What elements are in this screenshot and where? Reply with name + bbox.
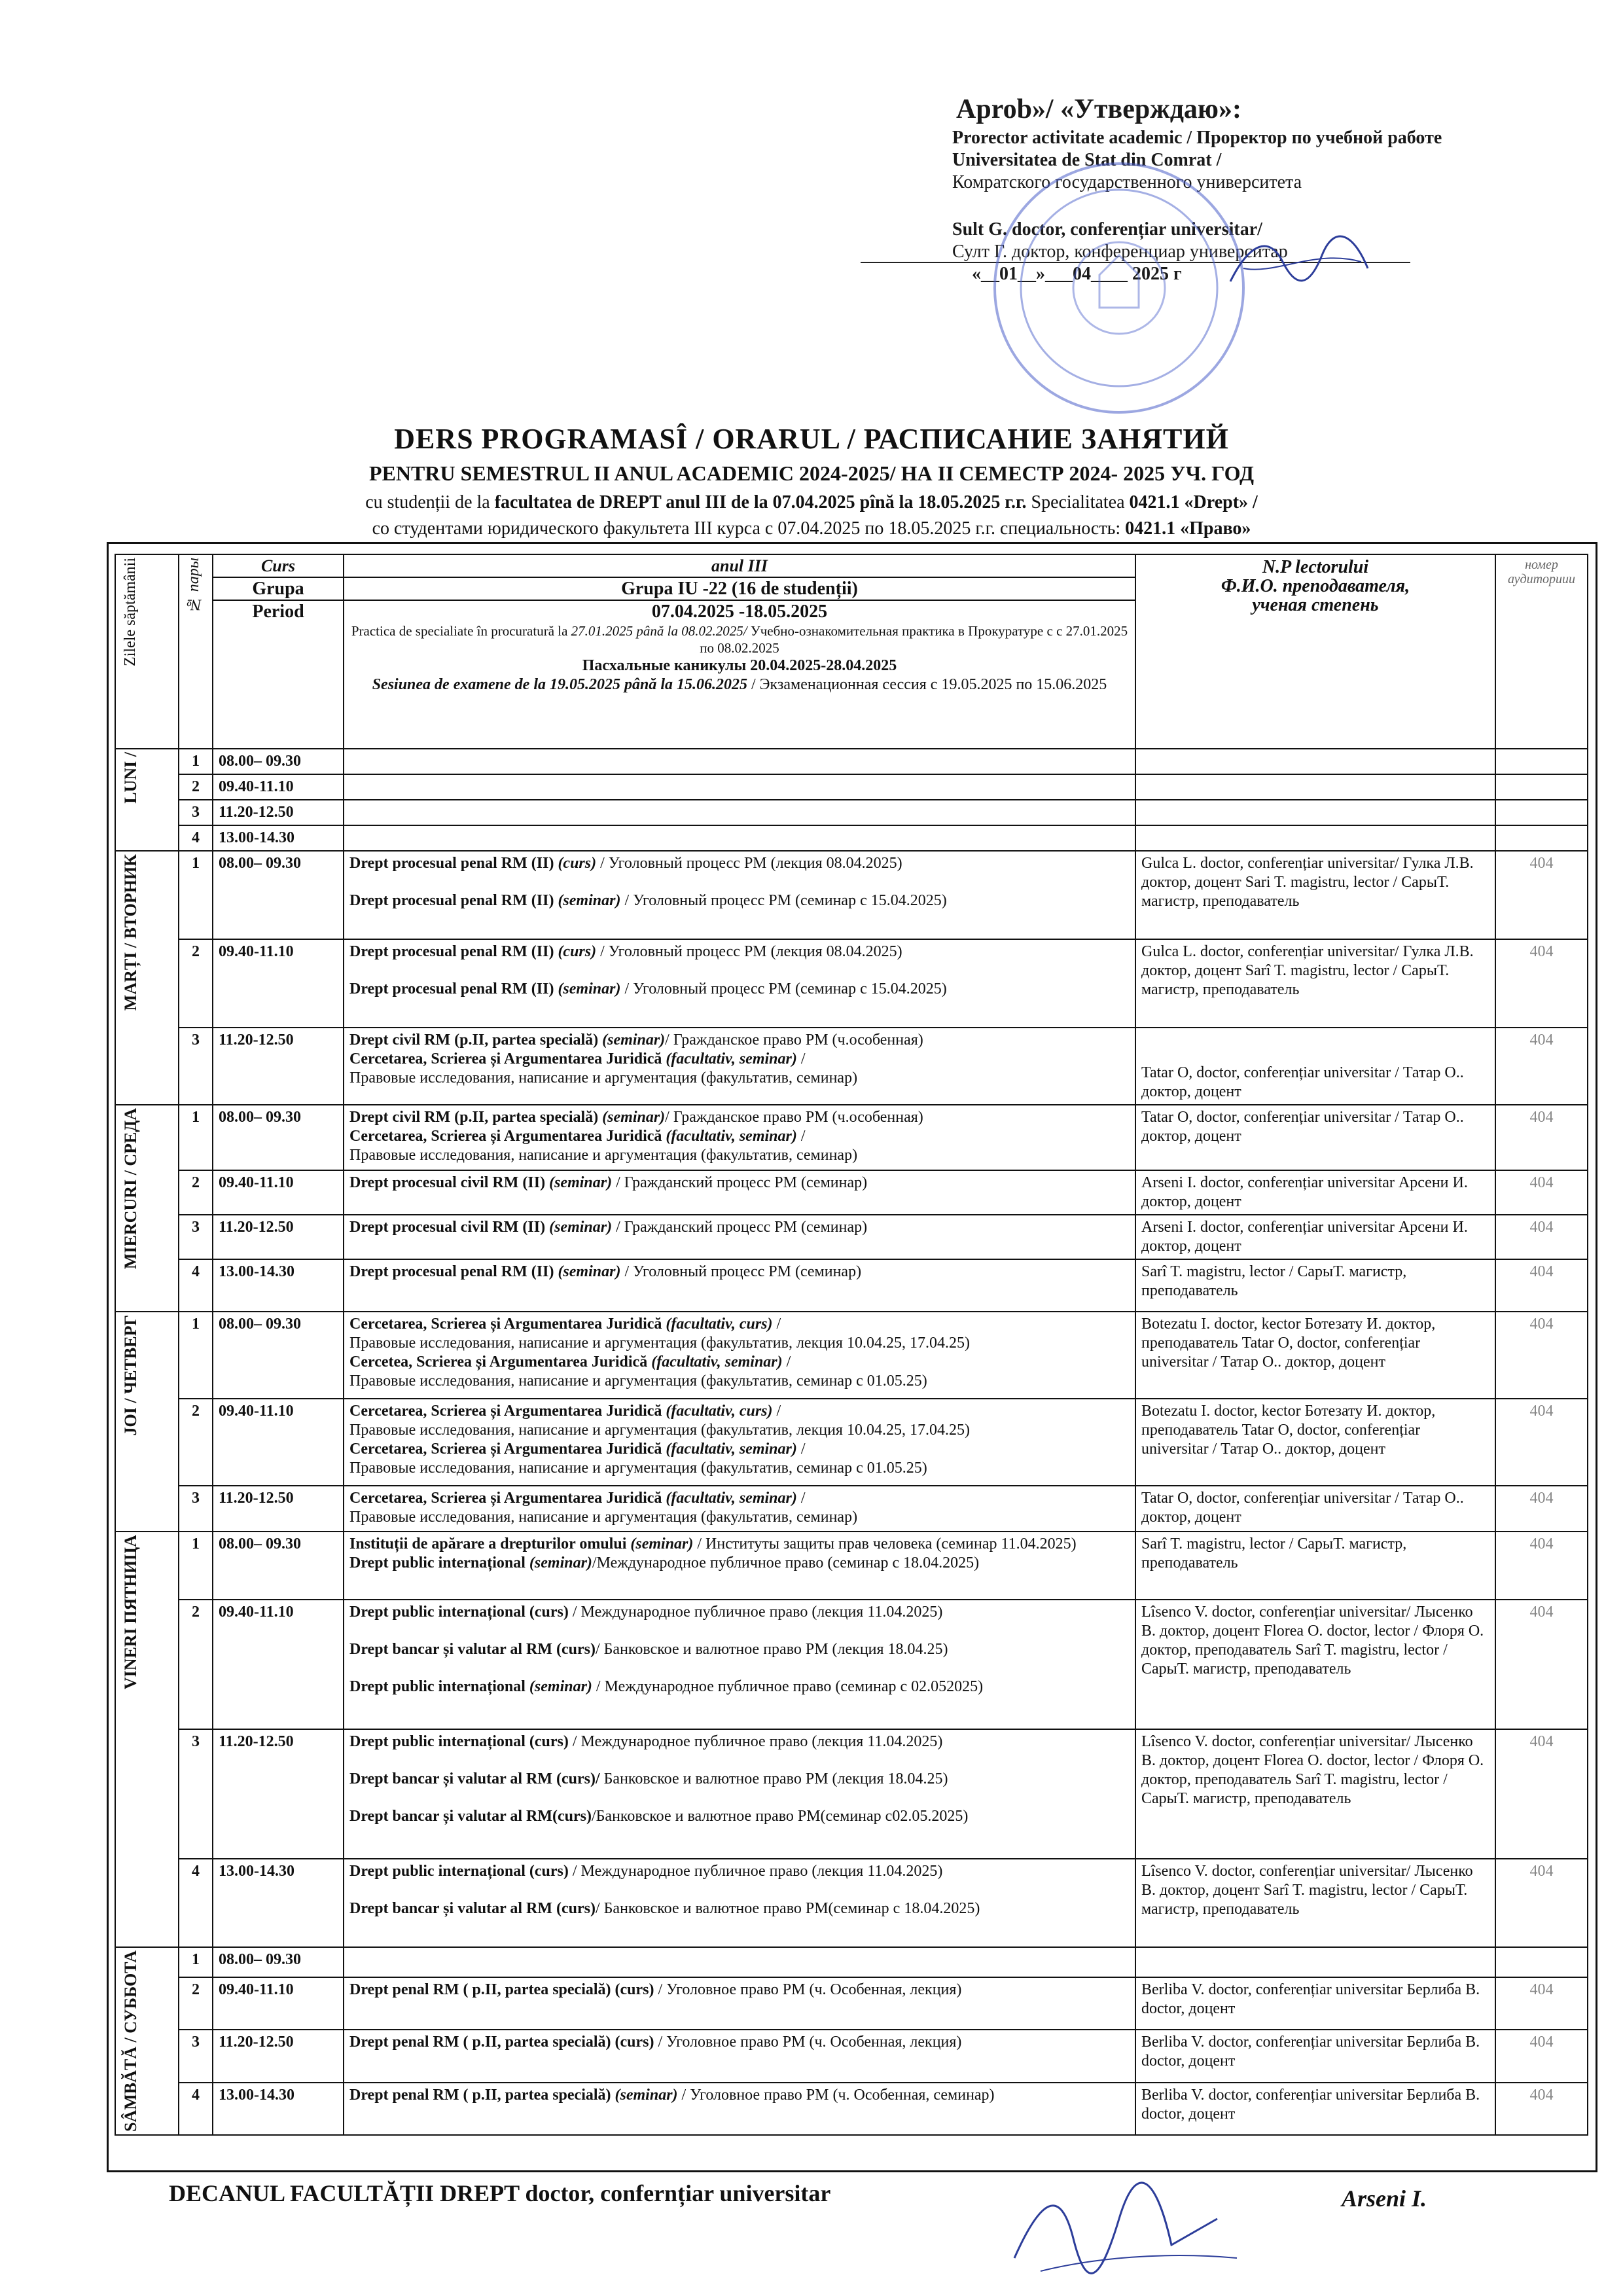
lesson-ru: Правовые исследования, написание и аргументация (факультатив, семинар) bbox=[349, 1147, 858, 1164]
grupa-label: Grupa bbox=[213, 578, 343, 601]
table-row bbox=[115, 1028, 1588, 1105]
curs-header bbox=[213, 554, 344, 749]
lesson-subject: Drept procesual civil RM (II) bbox=[349, 1219, 550, 1236]
lesson-ru: / Уголовное право РМ (ч. Особенная, лекция) bbox=[654, 2034, 962, 2051]
table-row bbox=[115, 1170, 1588, 1215]
lesson-ru: / Международное публичное право (семинар с 02.052025) bbox=[592, 1678, 984, 1695]
room-cell: 404 bbox=[1495, 1729, 1588, 1859]
lesson-ru: Правовые исследования, написание и аргументация (факультатив, лекция 10.04.25, 17.04.25) bbox=[349, 1335, 970, 1352]
session-b: / Экзаменационная сессия с 19.05.2025 по 15.06.2025 bbox=[747, 676, 1107, 693]
lesson-subject: Drept public internațional bbox=[349, 1554, 529, 1571]
faculty-line-ro-b: facultatea de DREPT anul III de la 07.04.2025 pînă la 18.05.2025 г.г. bbox=[494, 492, 1027, 512]
table-row bbox=[115, 1977, 1588, 2030]
lesson-subject: Drept procesual penal RM (II) bbox=[349, 855, 558, 872]
pair-number: 4 bbox=[179, 2083, 213, 2135]
lesson-type: (facultativ, curs) bbox=[666, 1403, 773, 1420]
pair-time: 13.00-14.30 bbox=[213, 1259, 344, 1312]
lesson-ru: / Уголовный процесс РМ (семинар) bbox=[620, 1263, 862, 1280]
room-cell: 404 bbox=[1495, 851, 1588, 939]
room-cell: 404 bbox=[1495, 1215, 1588, 1259]
practice-note bbox=[344, 622, 1135, 656]
pair-time: 08.00– 09.30 bbox=[213, 1105, 344, 1170]
room-cell bbox=[1495, 749, 1588, 774]
lesson-cell bbox=[344, 1259, 1135, 1312]
lesson-subject: Drept penal RM ( p.II, partea specială) bbox=[349, 2086, 615, 2104]
table-row bbox=[115, 1859, 1588, 1947]
pair-number: 1 bbox=[179, 749, 213, 774]
lesson-type: (facultativ, seminar) bbox=[651, 1354, 783, 1371]
lesson-type: (facultativ, seminar) bbox=[666, 1050, 797, 1067]
table-row bbox=[115, 1532, 1588, 1600]
lesson-ru: / Уголовный процесс РМ (семинар с 15.04.2025) bbox=[620, 980, 947, 997]
room-cell: 404 bbox=[1495, 1600, 1588, 1729]
lesson-ru: Правовые исследования, написание и аргументация (факультатив, семинар) bbox=[349, 1509, 858, 1526]
teacher-cell bbox=[1135, 1947, 1495, 1977]
pair-number: 3 bbox=[179, 2030, 213, 2082]
pair-number: 3 bbox=[179, 1729, 213, 1859]
table-row bbox=[115, 1947, 1588, 1977]
lesson-cell bbox=[344, 2030, 1135, 2082]
table-row bbox=[115, 800, 1588, 825]
lesson-cell bbox=[344, 1215, 1135, 1259]
pair-number: 1 bbox=[179, 851, 213, 939]
lesson-subject: Cercetarea, Scrierea și Argumentarea Juridică bbox=[349, 1490, 666, 1507]
room-cell: 404 bbox=[1495, 1259, 1588, 1312]
approval-signatory-ru: Султ Г. доктор, конференциар университар bbox=[952, 242, 1288, 262]
lesson-cell bbox=[344, 825, 1135, 851]
room-cell: 404 bbox=[1495, 1312, 1588, 1399]
lesson-ru: / Международное публичное право (лекция 11.04.2025) bbox=[568, 1604, 943, 1621]
approval-signatory-ro: Sult G. doctor, conferențiar universitar/ bbox=[952, 219, 1262, 240]
day-saturday bbox=[115, 1947, 179, 2135]
dean-signature bbox=[1001, 2160, 1250, 2291]
room-header bbox=[1495, 554, 1588, 749]
lesson-subject: Drept bancar și valutar al RM (curs)/ bbox=[349, 1770, 600, 1787]
teacher-cell: Tatar O, doctor, conferențiar universitar / Татар О.. доктор, доцент bbox=[1135, 1105, 1495, 1170]
lesson-ru: /Банковское и валютное право РМ(семинар с02.05.2025) bbox=[591, 1808, 969, 1825]
year-label: anul III bbox=[344, 555, 1135, 578]
teacher-cell: Lîsenco V. doctor, conferențiar universitar/ Лысенко В. доктор, доцент Sarî T. magistru, lector / СарыТ. магистр, преподаватель bbox=[1135, 1859, 1495, 1947]
lesson-type: (curs) bbox=[558, 943, 597, 960]
lesson-subject: Cercetarea, Scrierea și Argumentarea Juridică bbox=[349, 1050, 666, 1067]
lesson-ru: / bbox=[796, 1050, 806, 1067]
approval-date: «__01__»___04____ 2025 г bbox=[972, 264, 1182, 284]
pair-number: 2 bbox=[179, 939, 213, 1028]
lesson-subject: Cerceteа, Scrierea și Argumentarea Juridică bbox=[349, 1354, 652, 1371]
table-row bbox=[115, 749, 1588, 774]
table-row bbox=[115, 1399, 1588, 1486]
nr-label: № пары bbox=[185, 558, 202, 613]
teacher-cell: Lîsenco V. doctor, conferențiar universitar/ Лысенко В. доктор, доцент Florea O. doctor, lector / Флоря О. доктор, преподаватель Sarî T. magistru, lector / СарыТ. магистр, преподаватель bbox=[1135, 1729, 1495, 1859]
room-cell: 404 bbox=[1495, 939, 1588, 1028]
lesson-ru: / Уголовный процесс РМ (лекция 08.04.2025) bbox=[596, 855, 902, 872]
lesson-subject: Drept civil RM (p.II, partea specială) bbox=[349, 1031, 603, 1049]
teacher-cell: Lîsenco V. doctor, conferențiar universitar/ Лысенко В. доктор, доцент Florea O. doctor, lector / Флоря О. доктор, преподаватель Sarî T. magistru, lector / СарыТ. магистр, преподаватель bbox=[1135, 1600, 1495, 1729]
lesson-cell bbox=[344, 774, 1135, 800]
nr-header bbox=[179, 554, 213, 749]
dean-name: Arseni I. bbox=[1342, 2185, 1427, 2212]
table-row bbox=[115, 851, 1588, 939]
teacher-cell bbox=[1135, 774, 1495, 800]
lesson-cell bbox=[344, 1170, 1135, 1215]
lesson-ru: / bbox=[796, 1490, 806, 1507]
lesson-subject: Drept bancar și valutar al RM (curs) bbox=[349, 1900, 596, 1917]
period-label: Period bbox=[252, 601, 304, 622]
pair-time: 11.20-12.50 bbox=[213, 1729, 344, 1859]
faculty-line-ro-d: 0421.1 «Drept» / bbox=[1129, 492, 1258, 512]
faculty-line-ru-a: со студентами юридического факультета III курса с 07.04.2025 по 18.05.2025 г.г. bbox=[372, 518, 995, 539]
room-cell: 404 bbox=[1495, 1028, 1588, 1105]
lesson-type: (seminar) bbox=[558, 980, 621, 997]
teacher-cell bbox=[1135, 825, 1495, 851]
lesson-cell bbox=[344, 1028, 1135, 1105]
approval-university-ru: Комратского государственного университета bbox=[952, 172, 1302, 192]
lesson-cell bbox=[344, 800, 1135, 825]
lector-label-degree: ученая степень bbox=[1252, 595, 1379, 615]
days-label: Zilele săptămânii bbox=[122, 558, 139, 666]
lesson-subject: Drept public internațional (curs) bbox=[349, 1733, 569, 1750]
lesson-subject: Drept bancar și valutar al RM (curs) bbox=[349, 1641, 596, 1658]
teacher-cell bbox=[1135, 800, 1495, 825]
teacher-cell: Sarî T. magistru, lector / СарыТ. магистр, преподаватель bbox=[1135, 1532, 1495, 1600]
pair-time: 09.40-11.10 bbox=[213, 774, 344, 800]
dean-signature-label: DECANUL FACULTĂȚII DREPT doctor, confernțiar universitar bbox=[169, 2180, 831, 2206]
pair-number: 1 bbox=[179, 1532, 213, 1600]
teacher-cell: Arseni I. doctor, conferențiar universitar Арсени И. доктор, доцент bbox=[1135, 1215, 1495, 1259]
room-cell: 404 bbox=[1495, 1859, 1588, 1947]
pair-time: 11.20-12.50 bbox=[213, 2030, 344, 2082]
room-cell: 404 bbox=[1495, 1486, 1588, 1532]
lesson-subject: Instituții de apărare a drepturilor omului bbox=[349, 1535, 631, 1552]
lesson-cell bbox=[344, 1977, 1135, 2030]
practice-a: Practica de specialiate în procuratură la bbox=[351, 623, 571, 639]
lesson-subject: Drept public internațional bbox=[349, 1678, 529, 1695]
lesson-type: (facultativ, seminar) bbox=[666, 1490, 797, 1507]
lesson-type: (seminar) bbox=[602, 1031, 666, 1049]
teacher-cell: Gulca L. doctor, conferențiar universitar/ Гулка Л.В. доктор, доцент Sarî T. magistru, lector / СарыТ. магистр, преподаватель bbox=[1135, 939, 1495, 1028]
lesson-subject: Drept civil RM (p.II, partea specială) bbox=[349, 1109, 603, 1126]
faculty-line-ro-c: Specialitatea bbox=[1026, 492, 1130, 512]
pair-number: 3 bbox=[179, 1486, 213, 1532]
approval-university-ro: Universitatea de Stat din Comrat / bbox=[952, 150, 1222, 170]
teacher-cell bbox=[1135, 749, 1495, 774]
lesson-cell bbox=[344, 939, 1135, 1028]
pair-time: 09.40-11.10 bbox=[213, 1170, 344, 1215]
lesson-ru: Правовые исследования, написание и аргументация (факультатив, лекция 10.04.25, 17.04.25) bbox=[349, 1422, 970, 1439]
pair-time: 08.00– 09.30 bbox=[213, 1312, 344, 1399]
lector-header bbox=[1135, 554, 1495, 749]
pair-number: 2 bbox=[179, 774, 213, 800]
lesson-subject: Drept penal RM ( p.II, partea specială) (curs) bbox=[349, 1981, 654, 1999]
lesson-ru: /Международное публичное право (семинар с 18.04.2025) bbox=[592, 1554, 980, 1571]
lesson-ru: / bbox=[796, 1128, 806, 1145]
lesson-type: (facultativ, seminar) bbox=[666, 1128, 797, 1145]
pair-time: 11.20-12.50 bbox=[213, 1028, 344, 1105]
lesson-type: (seminar) bbox=[630, 1535, 694, 1552]
pair-time: 11.20-12.50 bbox=[213, 1215, 344, 1259]
lesson-type: (seminar) bbox=[615, 2086, 678, 2104]
lesson-subject: Drept procesual penal RM (II) bbox=[349, 1263, 558, 1280]
lesson-cell bbox=[344, 749, 1135, 774]
lesson-type: (seminar) bbox=[529, 1554, 592, 1571]
pair-time: 09.40-11.10 bbox=[213, 1399, 344, 1486]
lesson-subject: Drept public internațional (curs) bbox=[349, 1604, 569, 1621]
room-label: номер аудиториии bbox=[1507, 558, 1576, 586]
table-row bbox=[115, 2030, 1588, 2082]
approval-title: Aprob»/ «Утверждаю»: bbox=[956, 94, 1242, 124]
university-stamp bbox=[988, 157, 1250, 419]
faculty-line-ru-b: специальность: bbox=[995, 518, 1126, 539]
pair-time: 13.00-14.30 bbox=[213, 2083, 344, 2135]
lesson-subject: Cercetarea, Scrierea și Argumentarea Juridică bbox=[349, 1441, 666, 1458]
table-row bbox=[115, 2083, 1588, 2135]
teacher-cell: Arseni I. doctor, conferențiar universitar Арсени И. доктор, доцент bbox=[1135, 1170, 1495, 1215]
lesson-ru: / Гражданское право РМ (ч.особенная) bbox=[665, 1031, 923, 1049]
day-wednesday-label: MIERCURI / СРЕДА bbox=[121, 1108, 140, 1270]
teacher-cell: Berliba V. doctor, conferențiar universitar Берлиба В. doctor, доцент bbox=[1135, 1977, 1495, 2030]
table-row bbox=[115, 1729, 1588, 1859]
lesson-type: (curs) bbox=[558, 855, 597, 872]
session-note bbox=[344, 675, 1135, 694]
teacher-cell: Botezatu I. doctor, kector Ботезату И. доктор, преподаватель Tatar O, doctor, conferențiar universitar / Татар О.. доктор, доцент bbox=[1135, 1312, 1495, 1399]
pair-time: 13.00-14.30 bbox=[213, 1859, 344, 1947]
lesson-ru: / Уголовный процесс РМ (семинар с 15.04.2025) bbox=[620, 892, 947, 909]
room-cell: 404 bbox=[1495, 2030, 1588, 2082]
day-thursday-label: JOI / ЧЕТВЕРГ bbox=[121, 1315, 140, 1436]
pair-number: 3 bbox=[179, 1028, 213, 1105]
lesson-cell bbox=[344, 1105, 1135, 1170]
lesson-ru: / bbox=[772, 1403, 781, 1420]
day-thursday bbox=[115, 1312, 179, 1532]
pair-number: 1 bbox=[179, 1947, 213, 1977]
lesson-ru: / Банковское и валютное право РМ(семинар с 18.04.2025) bbox=[595, 1900, 980, 1917]
lesson-ru: / bbox=[772, 1316, 781, 1333]
teacher-cell: Gulca L. doctor, conferențiar universitar/ Гулка Л.В. доктор, доцент Sari T. magistru, lector / СарыТ. магистр, преподаватель bbox=[1135, 851, 1495, 939]
day-tuesday bbox=[115, 851, 179, 1105]
lesson-type: (seminar) bbox=[549, 1174, 613, 1191]
pair-number: 3 bbox=[179, 800, 213, 825]
lesson-ru: / Институты защиты прав человека (семинар 11.04.2025) bbox=[693, 1535, 1077, 1552]
approval-position: Prorector activitate academic / Проректор по учебной работе bbox=[952, 128, 1442, 148]
session-a: Sesiunea de examene de la 19.05.2025 până la 15.06.2025 bbox=[372, 676, 748, 693]
lesson-ru: / Гражданский процесс РМ (семинар) bbox=[612, 1219, 868, 1236]
pair-number: 4 bbox=[179, 1859, 213, 1947]
lesson-ru: / Уголовное право РМ (ч. Особенная, лекция) bbox=[654, 1981, 962, 1999]
pair-number: 4 bbox=[179, 1259, 213, 1312]
lesson-type: (seminar) bbox=[558, 892, 621, 909]
room-cell: 404 bbox=[1495, 1399, 1588, 1486]
table-row bbox=[115, 1486, 1588, 1532]
lesson-subject: Drept procesual penal RM (II) bbox=[349, 980, 558, 997]
group-label: Grupa IU -22 (16 de studenții) bbox=[344, 578, 1135, 601]
practice-b: 27.01.2025 până la 08.02.2025/ bbox=[571, 623, 747, 639]
faculty-line-ru bbox=[0, 518, 1623, 539]
lesson-type: (seminar) bbox=[549, 1219, 613, 1236]
lesson-cell bbox=[344, 1399, 1135, 1486]
pair-number: 4 bbox=[179, 825, 213, 851]
room-cell bbox=[1495, 825, 1588, 851]
table-row bbox=[115, 1215, 1588, 1259]
lesson-cell bbox=[344, 1486, 1135, 1532]
teacher-cell: Sarî T. magistru, lector / СарыТ. магистр, преподаватель bbox=[1135, 1259, 1495, 1312]
day-monday-label: LUNI / bbox=[121, 752, 140, 804]
lesson-ru: / Банковское и валютное право РМ (лекция 18.04.25) bbox=[595, 1641, 948, 1658]
table-row bbox=[115, 774, 1588, 800]
approval-signature bbox=[1224, 229, 1374, 301]
lesson-ru: / bbox=[796, 1441, 806, 1458]
lesson-subject: Drept bancar și valutar al RM(curs) bbox=[349, 1808, 592, 1825]
day-saturday-label: SÂMBĂTĂ / СУББОТА bbox=[121, 1950, 140, 2132]
table-row bbox=[115, 939, 1588, 1028]
teacher-cell: Tatar O, doctor, conferențiar universitar / Татар О.. доктор, доцент bbox=[1135, 1486, 1495, 1532]
room-cell bbox=[1495, 800, 1588, 825]
lesson-cell bbox=[344, 2083, 1135, 2135]
schedule-table bbox=[115, 554, 1588, 2136]
lesson-ru: / Международное публичное право (лекция 11.04.2025) bbox=[568, 1863, 943, 1880]
lesson-cell bbox=[344, 1859, 1135, 1947]
page-subtitle: PENTRU SEMESTRUL II ANUL ACADEMIC 2024-2025/ НА II СЕМЕСТР 2024- 2025 УЧ. ГОД bbox=[369, 461, 1254, 485]
pair-time: 08.00– 09.30 bbox=[213, 749, 344, 774]
lesson-cell bbox=[344, 1600, 1135, 1729]
lesson-subject: Drept procesual penal RM (II) bbox=[349, 892, 558, 909]
pair-number: 2 bbox=[179, 1600, 213, 1729]
lesson-ru: / Гражданское право РМ (ч.особенная) bbox=[665, 1109, 923, 1126]
day-friday bbox=[115, 1532, 179, 1947]
curs-label: Curs bbox=[213, 555, 343, 578]
room-cell: 404 bbox=[1495, 1532, 1588, 1600]
faculty-line-ru-c: 0421.1 «Право» bbox=[1125, 518, 1251, 539]
lesson-subject: Cercetarea, Scrierea și Argumentarea Juridică bbox=[349, 1403, 666, 1420]
period-value: 07.04.2025 -18.05.2025 bbox=[651, 601, 828, 622]
lesson-ru: Правовые исследования, написание и аргументация (факультатив, семинар с 01.05.25) bbox=[349, 1372, 927, 1390]
teacher-cell: Tatar O, doctor, conferențiar universitar / Татар О.. доктор, доцент bbox=[1135, 1028, 1495, 1105]
lesson-type: (facultativ, seminar) bbox=[666, 1441, 797, 1458]
practice-c: Учебно-ознакомительная практика в Прокуратуре с с 27.01.2025 по 08.02.2025 bbox=[700, 623, 1128, 656]
group-header bbox=[344, 554, 1135, 749]
lesson-ru: Правовые исследования, написание и аргументация (факультатив, семинар с 01.05.25) bbox=[349, 1460, 927, 1477]
pair-time: 08.00– 09.30 bbox=[213, 1532, 344, 1600]
lesson-ru: / bbox=[782, 1354, 791, 1371]
table-row bbox=[115, 1259, 1588, 1312]
lesson-type: (seminar) bbox=[558, 1263, 621, 1280]
day-friday-label: VINERI ПЯТНИЦА bbox=[121, 1535, 140, 1690]
lesson-subject: Drept procesual penal RM (II) bbox=[349, 943, 558, 960]
table-row bbox=[115, 825, 1588, 851]
lesson-subject: Drept procesual civil RM (II) bbox=[349, 1174, 550, 1191]
room-cell bbox=[1495, 1947, 1588, 1977]
pair-time: 09.40-11.10 bbox=[213, 1600, 344, 1729]
lesson-type: (facultativ, curs) bbox=[666, 1316, 773, 1333]
page-title: DERS PROGRAMASÎ / ORARUL / РАСПИСАНИЕ ЗАНЯТИЙ bbox=[394, 423, 1229, 455]
lesson-ru: Правовые исследования, написание и аргументация (факультатив, семинар) bbox=[349, 1069, 858, 1086]
room-cell: 404 bbox=[1495, 1170, 1588, 1215]
lesson-cell bbox=[344, 1729, 1135, 1859]
teacher-cell: Botezatu I. doctor, kector Ботезату И. доктор, преподаватель Tatar O, doctor, conferențiar universitar / Татар О.. доктор, доцент bbox=[1135, 1399, 1495, 1486]
day-monday bbox=[115, 749, 179, 851]
room-cell: 404 bbox=[1495, 1977, 1588, 2030]
room-cell: 404 bbox=[1495, 2083, 1588, 2135]
pair-number: 1 bbox=[179, 1312, 213, 1399]
lesson-cell bbox=[344, 851, 1135, 939]
lesson-cell bbox=[344, 1947, 1135, 1977]
table-row bbox=[115, 1105, 1588, 1170]
pair-time: 11.20-12.50 bbox=[213, 1486, 344, 1532]
lesson-ru: / Уголовный процесс РМ (лекция 08.04.2025) bbox=[596, 943, 902, 960]
lector-label-ro: N.P lectorului bbox=[1262, 557, 1369, 577]
pair-number: 3 bbox=[179, 1215, 213, 1259]
lesson-cell bbox=[344, 1312, 1135, 1399]
table-header-row bbox=[115, 554, 1588, 749]
pair-time: 11.20-12.50 bbox=[213, 800, 344, 825]
days-header bbox=[115, 554, 179, 749]
pair-time: 08.00– 09.30 bbox=[213, 851, 344, 939]
lector-label-ru: Ф.И.О. преподавателя, bbox=[1221, 576, 1410, 596]
lesson-subject: Cercetarea, Scrierea și Argumentarea Juridică bbox=[349, 1316, 666, 1333]
faculty-line-ro bbox=[0, 492, 1623, 513]
lesson-ru: / Уголовное право РМ (ч. Особенная, семинар) bbox=[677, 2086, 995, 2104]
pair-number: 2 bbox=[179, 1399, 213, 1486]
pair-number: 2 bbox=[179, 1170, 213, 1215]
lesson-subject: Drept public internațional (curs) bbox=[349, 1863, 569, 1880]
lesson-type: (seminar) bbox=[602, 1109, 666, 1126]
lesson-cell bbox=[344, 1532, 1135, 1600]
pair-number: 1 bbox=[179, 1105, 213, 1170]
lesson-subject: Cercetarea, Scrierea și Argumentarea Juridică bbox=[349, 1128, 666, 1145]
lesson-type: (seminar) bbox=[529, 1678, 592, 1695]
table-row bbox=[115, 1600, 1588, 1729]
pair-time: 08.00– 09.30 bbox=[213, 1947, 344, 1977]
teacher-cell: Berliba V. doctor, conferențiar universitar Берлиба В. doctor, доцент bbox=[1135, 2083, 1495, 2135]
faculty-line-ro-a: cu studenții de la bbox=[365, 492, 495, 512]
pair-number: 2 bbox=[179, 1977, 213, 2030]
pair-time: 09.40-11.10 bbox=[213, 939, 344, 1028]
lesson-subject: Drept penal RM ( p.II, partea specială) (curs) bbox=[349, 2034, 654, 2051]
easter-note: Пасхальные каникулы 20.04.2025-28.04.2025 bbox=[582, 657, 897, 674]
lesson-ru: Банковское и валютное право РМ (лекция 18.04.25) bbox=[599, 1770, 948, 1787]
teacher-cell: Berliba V. doctor, conferențiar universitar Берлиба В. doctor, доцент bbox=[1135, 2030, 1495, 2082]
pair-time: 13.00-14.30 bbox=[213, 825, 344, 851]
day-wednesday bbox=[115, 1105, 179, 1312]
lesson-ru: / Международное публичное право (лекция 11.04.2025) bbox=[568, 1733, 943, 1750]
pair-time: 09.40-11.10 bbox=[213, 1977, 344, 2030]
table-row bbox=[115, 1312, 1588, 1399]
room-cell: 404 bbox=[1495, 1105, 1588, 1170]
lesson-ru: / Гражданский процесс РМ (семинар) bbox=[612, 1174, 868, 1191]
day-tuesday-label: MARȚI / ВТОРНИК bbox=[121, 854, 140, 1011]
room-cell bbox=[1495, 774, 1588, 800]
